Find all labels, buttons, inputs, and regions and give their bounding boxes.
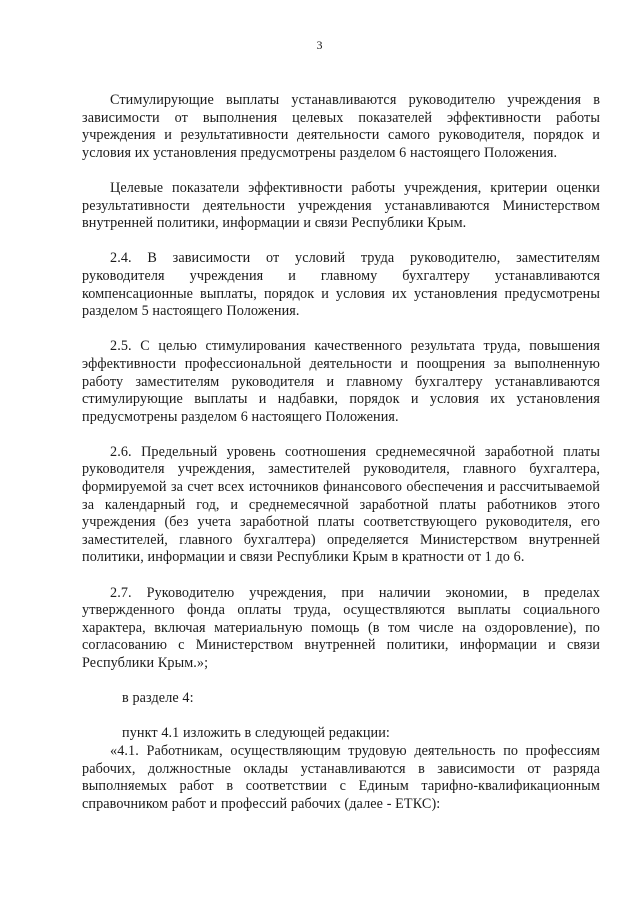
paragraph-stimulating-payments: Стимулирующие выплаты устанавливаются руководителю учреждения в зависимости от выполнения целевых показателей эффективности работы учреждения и результативности деятельности самого руководителя, порядок и условия их установления предусмотрены разделом 6 настоящего Положения. xyxy=(82,92,600,161)
paragraph-4-1: «4.1. Работникам, осуществляющим трудовую деятельность по профессиям рабочих, должностные оклады устанавливаются в зависимости от разряда выполняемых работ в соответствии с Единым тарифно-квалификационным справочником работ и профессий рабочих (далее - ЕТКС): xyxy=(82,742,600,812)
document-body xyxy=(82,92,600,813)
paragraph-2-5: 2.5. С целью стимулирования качественного результата труда, повышения эффективности профессиональной деятельности и поощрения за выполненную работу заместителям руководителя и главному бухгалтеру устанавливаются стимулирующие выплаты и надбавки, порядок и условия их установления предусмотрены разделом 6 настоящего Положения. xyxy=(82,338,600,425)
paragraph-2-4: 2.4. В зависимости от условий труда руководителю, заместителям руководителя учреждения и главному бухгалтеру устанавливаются компенсационные выплаты, порядок и условия их установления предусмотрены разделом 5 настоящего Положения. xyxy=(82,250,600,320)
paragraph-2-6: 2.6. Предельный уровень соотношения среднемесячной заработной платы руководителя учреждения, заместителей руководителя, главного бухгалтера, формируемой за счет всех источников финансового обеспечения и рассчитываемой за календарный год, и среднемесячной заработной платы работников этого учреждения (без учета заработной платы соответствующего руководителя, его заместителей, главного бухгалтера) определяется Министерством внутренней политики, информации и связи Республики Крым в кратности от 1 до 6. xyxy=(82,443,600,566)
section-4-heading: в разделе 4: xyxy=(122,690,194,707)
paragraph-point-4-1-intro: пункт 4.1 изложить в следующей редакции: xyxy=(122,725,390,742)
paragraph-2-7: 2.7. Руководителю учреждения, при наличии экономии, в пределах утвержденного фонда оплаты труда, осуществляются выплаты социального характера, включая материальную помощь (в том числе на оздоровление), по согласованию с Министерством внутренней политики, информации и связи Республики Крым.»; xyxy=(82,584,600,671)
paragraph-target-indicators: Целевые показатели эффективности работы учреждения, критерии оценки результативности деятельности учреждения устанавливаются Министерством внутренней политики, информации и связи Республики Крым. xyxy=(82,179,600,232)
page-number: 3 xyxy=(316,38,323,52)
